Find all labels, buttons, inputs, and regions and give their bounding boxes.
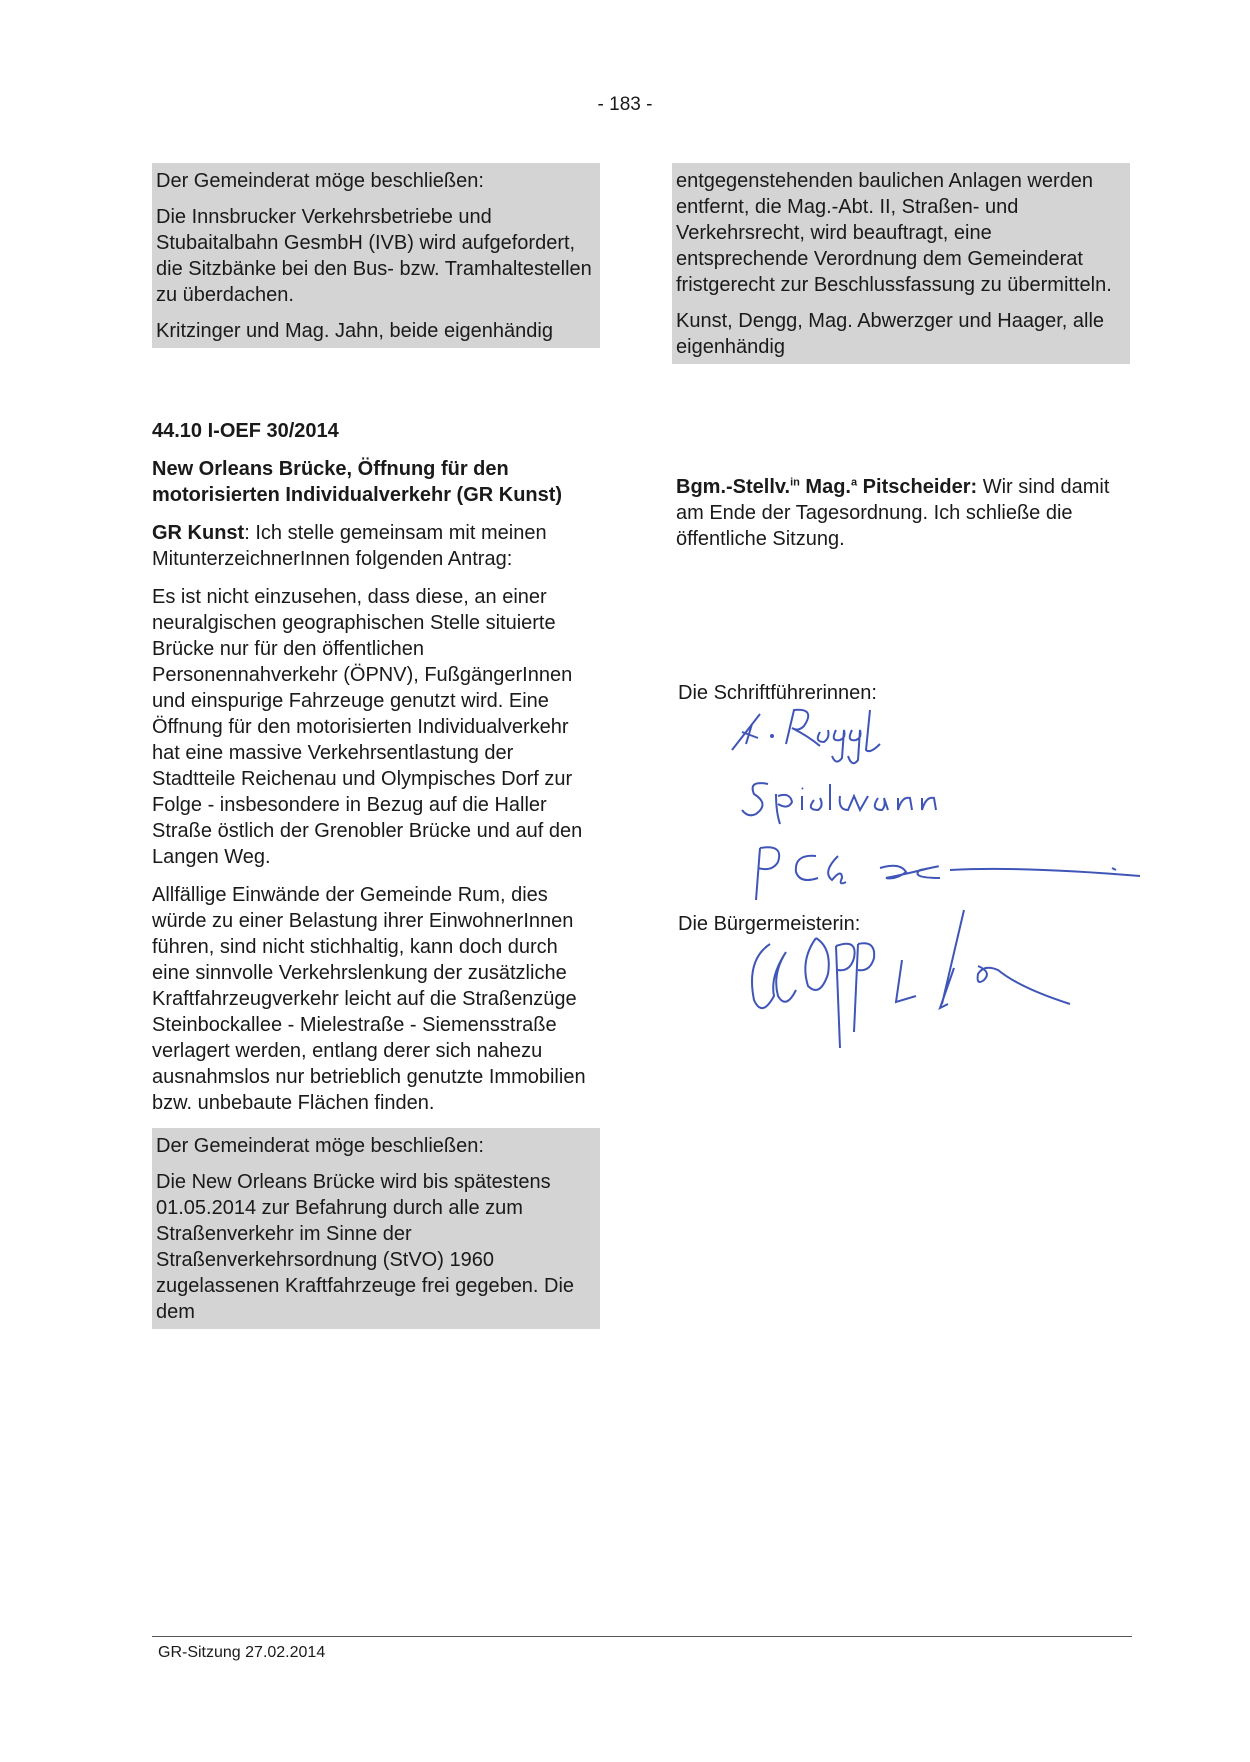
closing-statement xyxy=(676,474,1116,564)
motion-signed: Kunst, Dengg, Mag. Abwerzger und Haager, alle eigenhändig xyxy=(676,310,1105,358)
closing-text: Wir sind damit am Ende der Tagesordnung. Ich schließe die öffentliche Sitzung. xyxy=(676,476,1110,550)
paragraph-1: Es ist nicht einzusehen, dass diese, an einer neuralgischen geographischen Stelle situierte Brücke nur für den öffentlichen Personennahverkehr (ÖPNV), FußgängerInnen und einspurige Fahrzeuge genutzt wird. Eine Öffnung für den motorisierten Individualverkehr hat eine massive Verkehrsentlastung der Stadtteile Reichenau und Olympisches Dorf zur Folge - insbesondere in Bezug auf die Haller Straße östlich der Grenobler Brücke und auf den Langen Weg. xyxy=(152,586,583,868)
speaker-intro xyxy=(152,520,600,572)
signature-mayor xyxy=(730,900,1090,1050)
agenda-number: 44.10 I-OEF 30/2014 xyxy=(152,420,339,442)
closing-speaker: Bgm.-Stellv.$^{in}$ Mag.$^a$ Pitscheider: xyxy=(676,476,978,498)
footer-text: GR-Sitzung 27.02.2014 xyxy=(158,1644,326,1661)
footer-divider xyxy=(152,1636,1132,1637)
paragraph-2: Allfällige Einwände der Gemeinde Rum, dies würde zu einer Belastung ihrer EinwohnerInnen führen, sind nicht stichhaltig, kann doch durch eine sinnvolle Verkehrslenkung der zusätzliche Kraftfahrzeugverkehr leicht auf die Straßenzüge Steinbockallee - Mielestraße - Siemensstraße verlagert werden, entlang derer sich nahezu ausnahmslos nur betrieblich genutzte Immobilien bzw. unbebaute Flächen finden. xyxy=(152,884,586,1114)
page-number: - 183 - xyxy=(597,94,653,115)
agenda-item xyxy=(152,418,600,1329)
secretaries-label: Die Schriftführerinnen: xyxy=(678,682,877,704)
motion-heading: Der Gemeinderat möge beschließen: xyxy=(156,170,484,192)
signature-raggl xyxy=(720,700,960,770)
agenda-title: New Orleans Brücke, Öffnung für den motorisierten Individualverkehr (GR Kunst) xyxy=(152,458,563,506)
motion-text: entgegenstehenden baulichen Anlagen werden entfernt, die Mag.-Abt. II, Straßen- und Verkehrsrecht, wird beauftragt, eine entsprechende Verordnung dem Gemeinderat fristgerecht zur Beschlussfassung zu übermitteln. xyxy=(676,170,1112,296)
speaker-name: GR Kunst xyxy=(152,522,245,544)
motion-heading: Der Gemeinderat möge beschließen: xyxy=(156,1135,484,1157)
motion-bottom xyxy=(152,1128,600,1329)
mayor-label: Die Bürgermeisterin: xyxy=(678,913,861,935)
intro-text: : Ich stelle gemeinsam mit meinen MitunterzeichnerInnen folgenden Antrag: xyxy=(152,522,547,570)
signature-spielmann xyxy=(720,770,1040,840)
motion-top-right xyxy=(672,163,1130,364)
motion-top-left xyxy=(152,163,600,348)
motion-text: Die Innsbrucker Verkehrsbetriebe und Stubaitalbahn GesmbH (IVB) wird aufgefordert, die Sitzbänke bei den Bus- bzw. Tramhaltestellen zu überdachen. xyxy=(156,206,592,306)
signature-pelz xyxy=(720,838,1160,908)
motion-signed: Kritzinger und Mag. Jahn, beide eigenhändig xyxy=(156,320,553,342)
motion-text: Die New Orleans Brücke wird bis spätestens 01.05.2014 zur Befahrung durch alle zum Straßenverkehr im Sinne der Straßenverkehrsordnung (StVO) 1960 zugelassenen Kraftfahrzeuge frei gegeben. Die dem xyxy=(156,1171,575,1323)
